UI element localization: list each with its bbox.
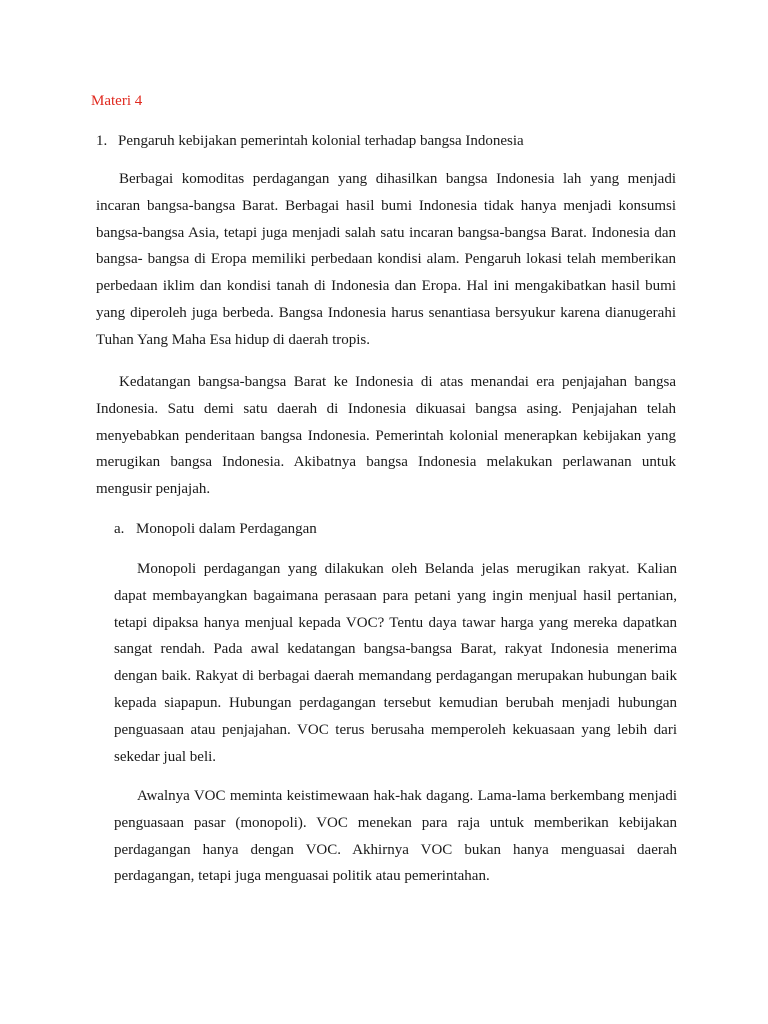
section-1-paragraph-1: Berbagai komoditas perdagangan yang dihasilkan bangsa Indonesia lah yang menjadi incaran bangsa-bangsa Barat. Berbagai hasil bumi Indonesia tidak hanya menjadi konsumsi bangsa-bangsa Asia, tetapi juga menjadi salah satu incaran bangsa-bangsa Barat. Indonesia dan bangsa- bangsa di Eropa memiliki perbedaan kondisi alam. Pengaruh lokasi telah memberikan perbedaan iklim dan kondisi tanah di Indonesia dan Eropa. Hal ini mengakibatkan hasil bumi yang diperoleh juga berbeda. Bangsa Indonesia harus senantiasa bersyukur karena dianugerahi Tuhan Yang Maha Esa hidup di daerah tropis. bbox=[96, 171, 676, 348]
section-1-number: 1. bbox=[96, 133, 108, 149]
subsection-a-heading bbox=[114, 519, 317, 539]
subsection-a-title: Monopoli dalam Perdagangan bbox=[136, 521, 317, 537]
section-1-paragraph-2: Kedatangan bangsa-bangsa Barat ke Indonesia di atas menandai era penjajahan bangsa Indonesia. Satu demi satu daerah di Indonesia dikuasai bangsa asing. Penjajahan telah menyebabkan penderitaan bangsa Indonesia. Pemerintah kolonial menerapkan kebijakan yang merugikan bangsa Indonesia. Akibatnya bangsa Indonesia melakukan perlawanan untuk mengusir penjajah. bbox=[96, 374, 676, 498]
subsection-a-paragraph-2: Awalnya VOC meminta keistimewaan hak-hak dagang. Lama-lama berkembang menjadi penguasaan pasar (monopoli). VOC menekan para raja untuk memberikan kebijakan perdagangan hanya dengan VOC. Akhirnya VOC bukan hanya menguasai daerah perdagangan, tetapi juga menguasai politik atau pemerintahan. bbox=[114, 788, 677, 885]
subsection-a-letter: a. bbox=[114, 521, 125, 537]
section-1-heading bbox=[96, 131, 524, 151]
subsection-a-paragraph-1: Monopoli perdagangan yang dilakukan oleh Belanda jelas merugikan rakyat. Kalian dapat membayangkan bagaimana perasaan para petani yang ingin menjual hasil pertanian, tetapi dipaksa hanya menjual kepada VOC? Tentu daya tawar harga yang mereka dapatkan sangat rendah. Pada awal kedatangan bangsa-bangsa Barat, rakyat Indonesia menerima dengan baik. Rakyat di berbagai daerah memandang perdagangan merupakan hubungan baik kepada siapapun. Hubungan perdagangan tersebut kemudian berubah menjadi hubungan penguasaan atau penjajahan. VOC terus berusaha memperoleh kekuasaan yang lebih dari sekedar jual beli. bbox=[114, 561, 677, 765]
document-heading: Materi 4 bbox=[91, 93, 143, 109]
section-1-title: Pengaruh kebijakan pemerintah kolonial terhadap bangsa Indonesia bbox=[118, 133, 524, 149]
